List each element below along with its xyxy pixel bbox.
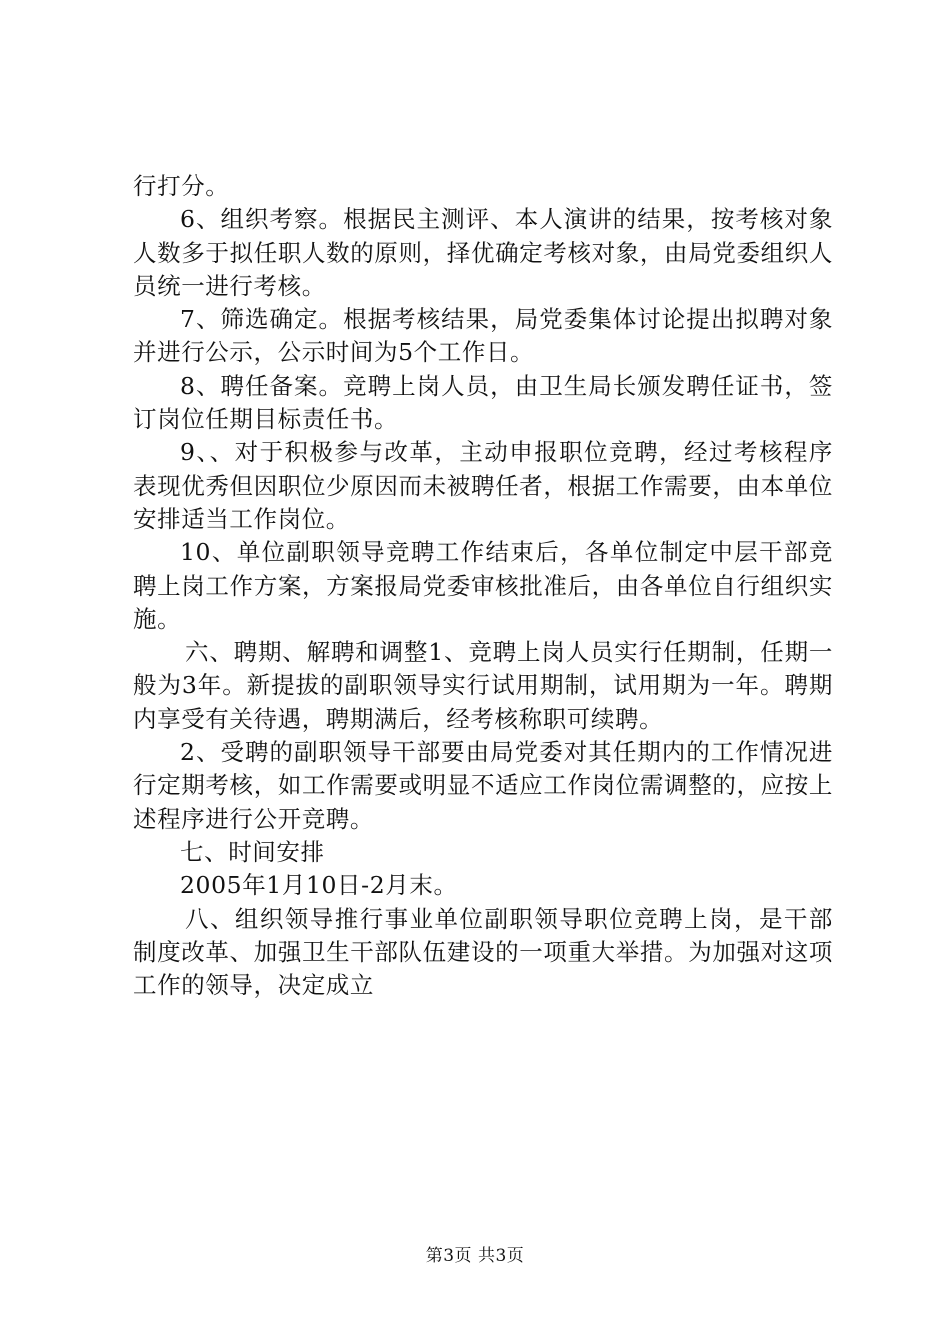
paragraph-item-10: 10、单位副职领导竞聘工作结束后，各单位制定中层干部竞聘上岗工作方案，方案报局党委审核批准后，由各单位自行组织实施。 — [133, 538, 833, 633]
paragraph-item-7: 7、筛选确定。根据考核结果，局党委集体讨论提出拟聘对象并进行公示，公示时间为5个工作日。 — [133, 305, 833, 367]
paragraph-section-6-item-2: 2、受聘的副职领导干部要由局党委对其任期内的工作情况进行定期考核，如工作需要或明显不适应工作岗位需调整的，应按上述程序进行公开竞聘。 — [133, 738, 833, 833]
paragraph-item-9: 9、、对于积极参与改革，主动申报职位竞聘，经过考核程序表现优秀但因职位少原因而未被聘任者，根据工作需要，由本单位安排适当工作岗位。 — [133, 438, 833, 533]
page-number-footer: 第3页 共3页 — [425, 1246, 525, 1266]
document-body — [133, 170, 833, 1002]
paragraph-item-8: 8、聘任备案。竞聘上岗人员，由卫生局长颁发聘任证书，签订岗位任期目标责任书。 — [133, 371, 833, 434]
paragraph-section-8: 八、组织领导推行事业单位副职领导职位竞聘上岗，是干部制度改革、加强卫生干部队伍建设的一项重大举措。为加强对这项工作的领导，决定成立 — [133, 904, 833, 1000]
paragraph-continuation: 行打分。 — [133, 172, 230, 200]
paragraph-item-6: 6、组织考察。根据民主测评、本人演讲的结果，按考核对象人数多于拟任职人数的原则，择优确定考核对象，由局党委组织人员统一进行考核。 — [133, 205, 833, 300]
heading-section-7: 七、时间安排 — [180, 837, 325, 866]
paragraph-section-6: 六、聘期、解聘和调整1、竞聘上岗人员实行任期制，任期一般为3年。新提拔的副职领导实行试用期制，试用期为一年。聘期内享受有关待遇，聘期满后，经考核称职可续聘。 — [133, 638, 833, 733]
paragraph-schedule: 2005年1月10日-2月末。 — [180, 871, 458, 900]
